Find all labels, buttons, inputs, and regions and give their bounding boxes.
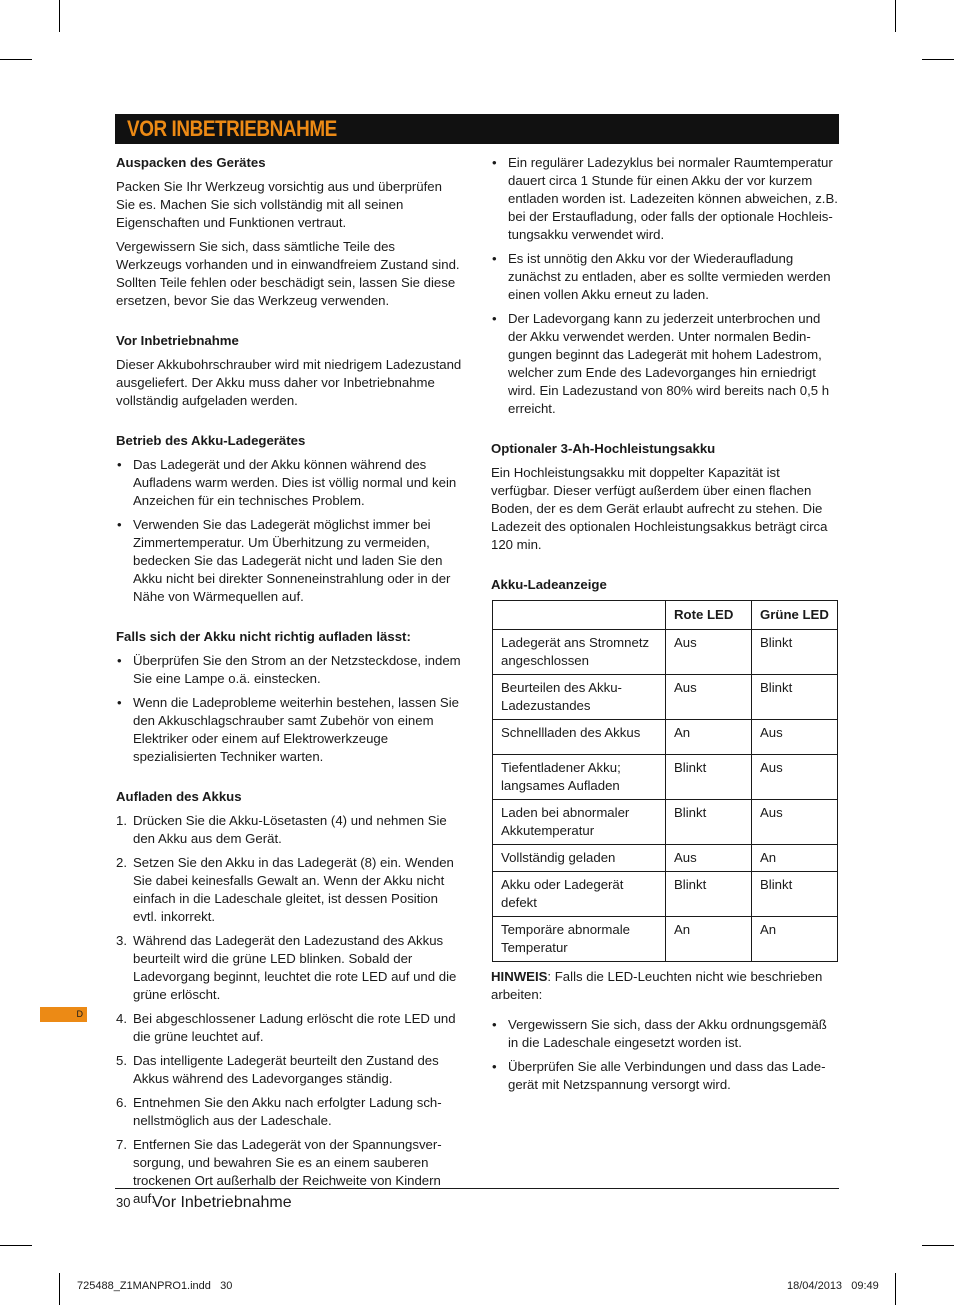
table-cell: Blinkt [752,675,838,720]
table-cell: Aus [666,845,752,872]
table-cell: An [752,845,838,872]
table-row [493,630,838,675]
table-cell: Ladegerät ans Stromnetz angeschlossen [493,630,666,675]
table-cell: Blinkt [666,800,752,845]
table-row [493,917,838,962]
table-header-row [493,601,838,630]
bullet-list [491,154,839,418]
heading-charger-operation: Betrieb des Akku-Ladegerätes [116,433,306,448]
table-row [493,845,838,872]
page-title: VOR INBETRIEBNAHME [127,116,337,141]
list-item [116,1010,464,1046]
heading-unpacking: Auspacken des Gerätes [116,155,266,170]
step-number: 7. [116,1137,127,1152]
table-header-cell: Grüne LED [752,601,838,630]
step-text: Das intelligente Ladegerät beurteilt den Zustand des Akkus während des Ladevorganges ständig. [133,1053,439,1086]
step-number: 1. [116,813,127,828]
heading-charging: Aufladen des Akkus [116,789,242,804]
table-cell: Aus [752,800,838,845]
language-tab [40,1007,87,1022]
list-item: • Ein regulärer Ladezyklus bei normaler Raumtemperatur dauert circa 1 Stunde für einen Akku der vor kurzem entladen worden ist. Ladezeiten können abweichen, z.B. bei der Erstaufladung, oder falls der optionale Hochleis-tungsakku verwendet wird. [491,154,839,244]
led-status-table [492,600,838,962]
table-cell: An [666,720,752,755]
list-item: • Wenn die Ladeprobleme weiterhin bestehen, lassen Sie den Akkuschlagschrauber samt Zubehör von einem Elektriker oder einem auf Elektrowerkzeuge spezialisierten Techniker warten. [116,694,464,766]
bullet-list [116,456,464,606]
step-text: Entnehmen Sie den Akku nach erfolgter Ladung sch-nellstmöglich aus der Ladeschale. [133,1095,442,1128]
table-header-cell: Rote LED [666,601,752,630]
list-item: • Es ist unnötig den Akku vor der Wiederaufladung zunächst zu entladen, aber es sollte vermieden werden einen vollen Akku erneut zu laden. [491,250,839,304]
table-cell: Vollständig geladen [493,845,666,872]
table-row [493,872,838,917]
step-number: 3. [116,933,127,948]
table-cell: Aus [666,630,752,675]
note-text: : Falls die LED-Leuchten nicht wie beschrieben arbeiten: [491,969,823,1002]
table-cell: Blinkt [666,872,752,917]
crop-mark [922,59,954,60]
table-cell: Blinkt [752,872,838,917]
note-label: HINWEIS [491,969,548,984]
list-item [116,854,464,926]
list-item [116,1094,464,1130]
table-cell: An [752,917,838,962]
list-item: • Überprüfen Sie den Strom an der Netzsteckdose, indem Sie eine Lampe o.ä. einstecken. [116,652,464,688]
table-cell: Tiefentladener Akku; langsames Aufladen [493,755,666,800]
heading-optional-battery: Optionaler 3-Ah-Hochleistungsakku [491,441,716,456]
footer-title: Vor Inbetriebnahme [152,1194,292,1211]
table-cell: Aus [666,675,752,720]
numbered-list [116,812,464,1208]
table-cell: Blinkt [666,755,752,800]
step-text: Drücken Sie die Akku-Lösetasten (4) und nehmen Sie den Akku aus dem Gerät. [133,813,447,846]
bullet-list [491,1016,839,1094]
footer-divider [115,1188,839,1189]
paragraph: Packen Sie Ihr Werkzeug vorsichtig aus und überprüfen Sie es. Machen Sie sich vollständig mit all seinen Eigenschaften und Funktionen vertraut. [116,179,442,230]
list-item: • Überprüfen Sie alle Verbindungen und dass das Lade-gerät mit Netzspannung versorgt wird. [491,1058,839,1094]
crop-mark [922,1245,954,1246]
list-item: • Verwenden Sie das Ladegerät möglichst immer bei Zimmertemperatur. Um Überhitzung zu vermeiden, bedecken Sie das Ladegerät nicht und laden Sie den Akku nicht bei direkter Sonneneinstrahlung oder in der Nähe von Wärmequellen auf. [116,516,464,606]
section-banner [115,114,839,144]
table-cell: Laden bei abnormaler Akkutemperatur [493,800,666,845]
list-item [116,932,464,1004]
heading-charge-indicator: Akku-Ladeanzeige [491,577,607,592]
table-row [493,675,838,720]
table-cell: Schnellladen des Akkus [493,720,666,755]
step-text: Entfernen Sie das Ladegerät von der Spannungsver-sorgung, und bewahren Sie es an einem sauberen trockenen Ort außerhalb der Reichweite von Kindern auf. [133,1137,442,1206]
crop-mark [0,59,32,60]
bullet-list [116,652,464,766]
table-header-cell [493,601,666,630]
crop-mark [0,1245,32,1246]
list-item: • Der Ladevorgang kann zu jederzeit unterbrochen und der Akku verwendet werden. Unter normalen Bedin-gungen beginnt das Ladegerät mit hohem Ladestrom, welcher zum Ende des Ladevorganges hin erniedrigt wird. Ein Ladezustand von 80% wird bereits nach 0,5 h erreicht. [491,310,839,418]
list-item: • Das Ladegerät und der Akku können während des Aufladens warm werden. Dies ist völlig normal und kein Anzeichen für ein technisches Problem. [116,456,464,510]
crop-mark [59,1273,60,1305]
crop-mark [895,1273,896,1305]
table-cell: Aus [752,755,838,800]
list-item [116,812,464,848]
list-item: • Vergewissern Sie sich, dass der Akku ordnungsgemäß in die Ladeschale eingesetzt worden ist. [491,1016,839,1052]
table-cell: Temporäre abnormale Temperatur [493,917,666,962]
table-cell: Blinkt [752,630,838,675]
page-number: 30 [116,1195,131,1210]
step-number: 2. [116,855,127,870]
note-paragraph [491,968,839,1004]
table-row [493,720,838,755]
table-row [493,755,838,800]
table-cell: An [666,917,752,962]
heading-before-use: Vor Inbetriebnahme [116,333,239,348]
step-number: 6. [116,1095,127,1110]
table-cell: Beurteilen des Akku-Ladezustandes [493,675,666,720]
table-row [493,800,838,845]
list-item [116,1052,464,1088]
language-tab-label: D [76,1009,83,1019]
step-number: 4. [116,1011,127,1026]
paragraph: Vergewissern Sie sich, dass sämtliche Teile des Werkzeugs vorhanden und in einwandfreiem Zustand sind. Sollten Teile fehlen oder beschädigt sein, lassen Sie diese ersetzen, bevor Sie das Werkzeug verwenden. [116,239,460,308]
step-number: 5. [116,1053,127,1068]
step-text: Bei abgeschlossener Ladung erlöscht die rote LED und die grüne leuchtet auf. [133,1011,456,1044]
print-slug-file: 725488_Z1MANPRO1.indd 30 [77,1280,233,1292]
right-column [491,154,839,1100]
crop-mark [895,0,896,32]
paragraph: Ein Hochleistungsakku mit doppelter Kapazität ist verfügbar. Dieser verfügt außerdem über einen flachen Boden, der es dem Gerät erlaubt aufrecht zu stehen. Die Ladezeit des optionalen Hochleistungsakkus beträgt circa 120 min. [491,465,828,552]
table-cell: Aus [752,720,838,755]
crop-mark [59,0,60,32]
step-text: Setzen Sie den Akku in das Ladegerät (8) ein. Wenden Sie dabei keinesfalls Gewalt an. Wenn der Akku nicht einfach in die Ladeschale gleitet, ist dessen Position evtl. inkorrekt. [133,855,454,924]
print-slug-date: 18/04/2013 09:49 [787,1280,879,1292]
paragraph: Dieser Akkubohrschrauber wird mit niedrigem Ladezustand ausgeliefert. Der Akku muss daher vor Inbetriebnahme vollständig aufgeladen werden. [116,357,462,408]
table-cell: Akku oder Ladegerät defekt [493,872,666,917]
heading-troubleshooting: Falls sich der Akku nicht richtig aufladen lässt: [116,629,411,644]
left-column [116,154,464,1214]
step-text: Während das Ladegerät den Ladezustand des Akkus beurteilt wird die grüne LED blinken. Sobald der Ladevorgang beginnt, leuchtet die rote LED auf und die grüne erlöscht. [133,933,457,1002]
